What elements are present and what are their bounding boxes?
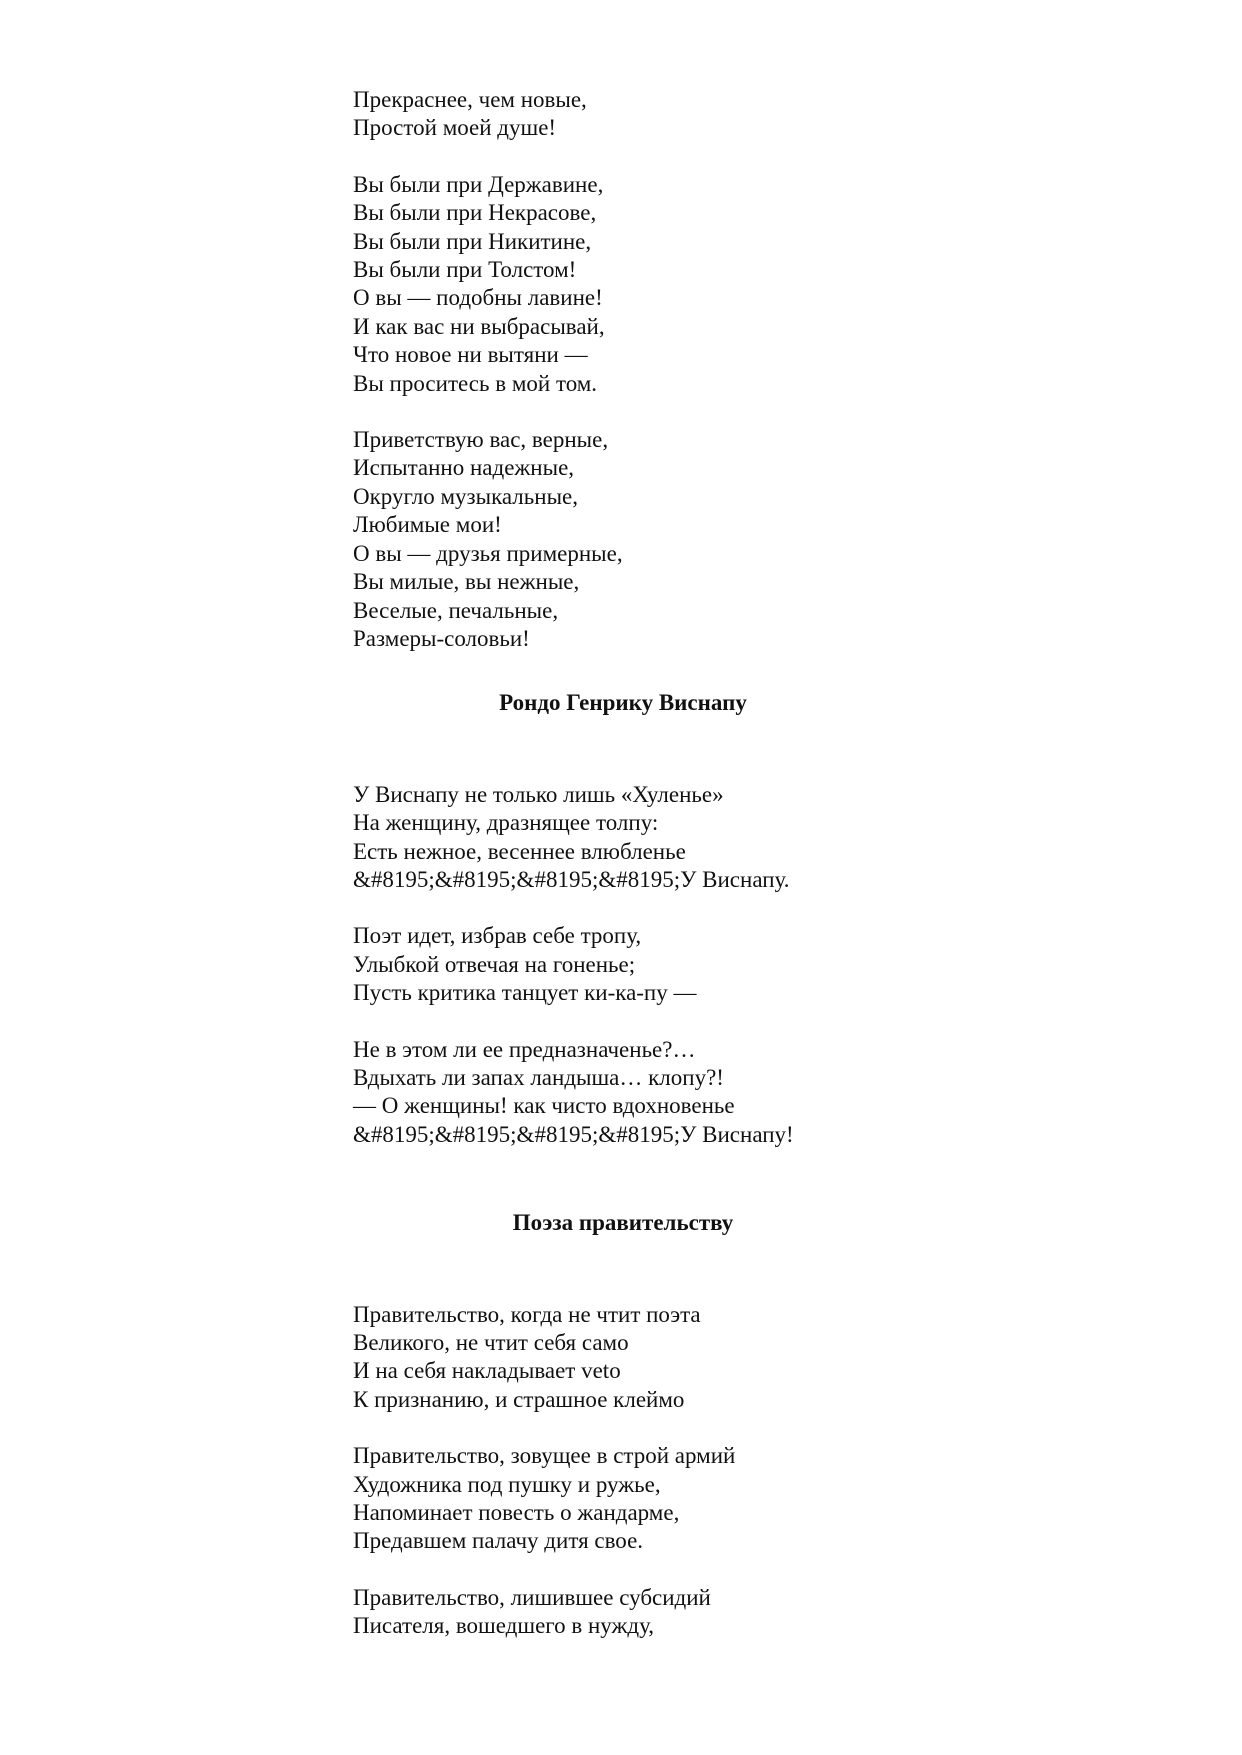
verse-line: Художника под пушку и ружье, xyxy=(353,1471,661,1497)
stanza xyxy=(353,1036,893,1150)
verse-line: Вы проситесь в мой том. xyxy=(353,370,598,396)
verse-line: И на себя накладывает veto xyxy=(353,1358,621,1384)
poem-rondo xyxy=(353,689,893,1149)
verse-line: Пусть критика танцует ки-ка-пу — xyxy=(353,980,697,1006)
poem-title: Рондо Генрику Виснапу xyxy=(499,690,747,716)
poem-title: Поэза правительству xyxy=(512,1210,734,1236)
verse-line: Улыбкой отвечая на гоненье; xyxy=(353,951,636,977)
verse-line: Размеры-соловьи! xyxy=(353,625,530,651)
verse-line: Не в этом ли ее предназначенье?… xyxy=(353,1036,696,1062)
verse-line: Великого, не чтит себя само xyxy=(353,1330,629,1355)
verse-line: Любимые мои! xyxy=(353,512,502,538)
verse-line: Поэт идет, избрав себе тропу, xyxy=(353,923,642,949)
verse-line: Вы были при Толстом! xyxy=(353,257,577,283)
poem-1-continuation xyxy=(353,86,893,653)
verse-line: Правительство, зовущее в строй армий xyxy=(353,1443,736,1469)
stanza xyxy=(353,1584,893,1641)
stanza xyxy=(353,781,893,895)
verse-line: Округло музыкальные, xyxy=(353,483,578,509)
text-column xyxy=(353,86,893,1669)
verse-line: Предавшем палачу дитя свое. xyxy=(353,1528,644,1554)
stanza xyxy=(353,426,893,653)
verse-line: Напоминает повесть о жандарме, xyxy=(353,1500,680,1526)
verse-line: Правительство, лишившее субсидий xyxy=(353,1584,711,1610)
verse-line: К признанию, и страшное клеймо xyxy=(353,1386,685,1412)
stanza xyxy=(353,1442,893,1556)
verse-line: Приветствую вас, верные, xyxy=(353,427,609,453)
verse-line: &#8195;&#8195;&#8195;&#8195;У Виснапу. xyxy=(353,866,790,892)
verse-line: Вы были при Некрасове, xyxy=(353,200,597,226)
verse-line: Правительство, когда не чтит поэта xyxy=(353,1301,701,1327)
stanza xyxy=(353,86,893,143)
verse-line: И как вас ни выбрасывай, xyxy=(353,313,605,339)
poem-poeza xyxy=(353,1209,893,1640)
verse-line: Вдыхать ли запах ландыша… клопу?! xyxy=(353,1064,724,1090)
verse-line: Прекраснее, чем новые, xyxy=(353,87,587,112)
verse-line: На женщину, дразнящее толпу: xyxy=(353,810,659,836)
verse-line: Простой моей душе! xyxy=(353,115,557,141)
verse-line: Вы были при Державине, xyxy=(353,171,604,197)
stanza xyxy=(353,1301,893,1415)
verse-line: О вы — друзья примерные, xyxy=(353,540,623,566)
verse-line: Что новое ни вытяни — xyxy=(353,342,588,368)
stanza xyxy=(353,922,893,1007)
verse-line: Есть нежное, весеннее влюбленье xyxy=(353,838,686,864)
verse-line: Писателя, вошедшего в нужду, xyxy=(353,1613,655,1639)
verse-line: Вы были при Никитине, xyxy=(353,228,592,254)
verse-line: У Виснапу не только лишь «Хуленье» xyxy=(353,781,724,807)
stanza xyxy=(353,171,893,398)
verse-line: Веселые, печальные, xyxy=(353,597,559,623)
verse-line: Вы милые, вы нежные, xyxy=(353,569,580,595)
verse-line: — О женщины! как чисто вдохновенье xyxy=(353,1093,735,1119)
verse-line: Испытанно надежные, xyxy=(353,455,575,481)
verse-line: &#8195;&#8195;&#8195;&#8195;У Виснапу! xyxy=(353,1121,794,1147)
verse-line: О вы — подобны лавине! xyxy=(353,285,603,311)
